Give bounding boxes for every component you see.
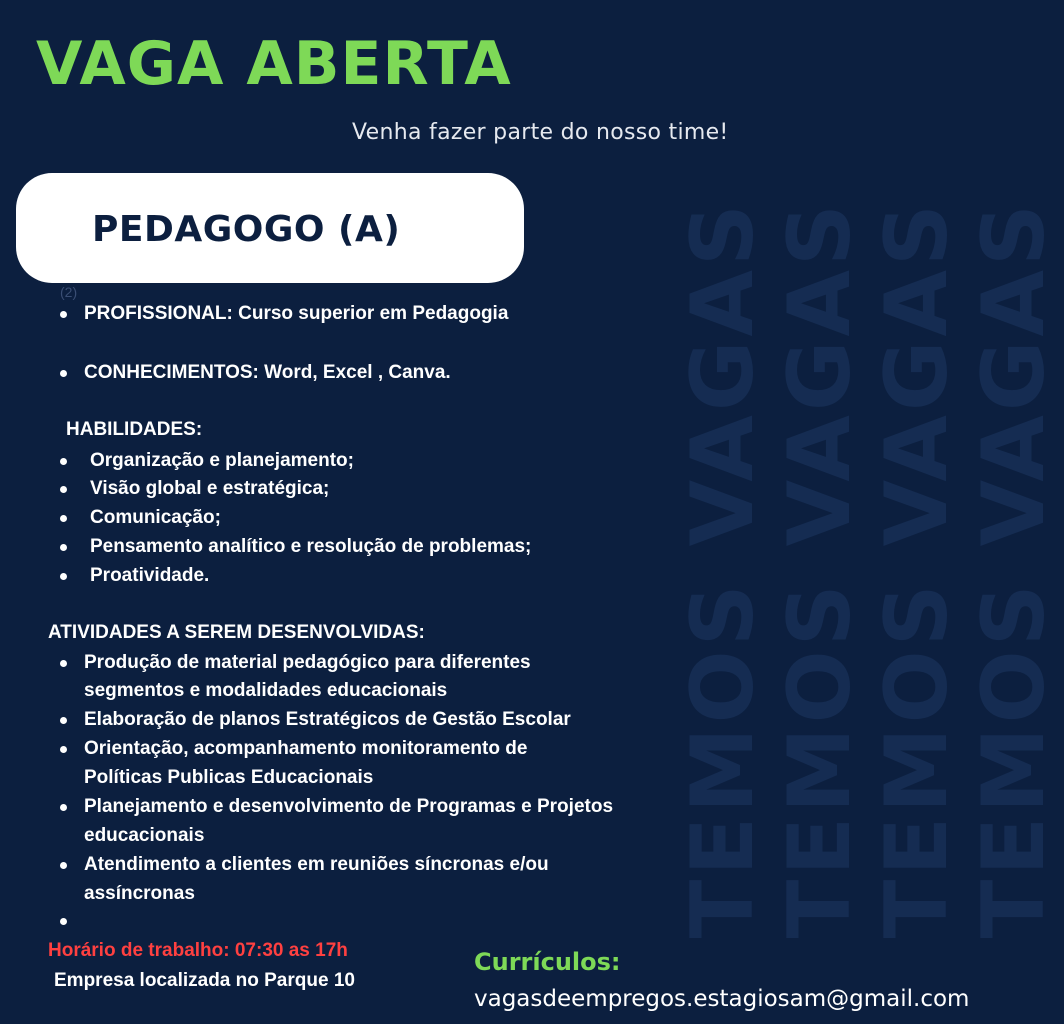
bullet-icon [60,515,67,522]
bullet-icon [60,486,67,493]
role-title: PEDAGOGO (A) [92,209,401,250]
company-location: Empresa localizada no Parque 10 [54,970,355,991]
bullet-icon [60,311,67,318]
activity-item: Orientação, acompanhamento monitoramento de [84,738,528,759]
role-card [16,173,524,283]
activity-item-continuation: educacionais [84,825,205,846]
bullet-icon [60,660,67,667]
bullet-icon [60,717,67,724]
skill-item: Comunicação; [90,507,221,528]
bullet-icon [60,573,67,580]
bullet-icon [60,862,67,869]
watermark-text: TEMOS VAGAS [964,200,1064,939]
watermark-text: TEMOS VAGAS [867,200,967,939]
skill-item: Proatividade. [90,565,210,586]
working-hours: Horário de trabalho: 07:30 as 17h [48,940,348,961]
skill-item: Organização e planejamento; [90,450,354,471]
headline: VAGA ABERTA [36,29,512,99]
subtitle: Venha fazer parte do nosso time! [352,120,729,145]
activity-item-continuation: assíncronas [84,883,195,904]
activity-item-continuation: segmentos e modalidades educacionais [84,680,448,701]
bullet-icon [60,544,67,551]
activity-item: Atendimento a clientes em reuniões síncronas e/ou [84,854,549,875]
activity-item-continuation: Políticas Publicas Educacionais [84,767,374,788]
activity-item: Planejamento e desenvolvimento de Programas e Projetos [84,796,614,817]
skill-item: Pensamento analítico e resolução de problemas; [90,536,532,557]
activity-item: Produção de material pedagógico para diferentes [84,652,531,673]
skill-item: Visão global e estratégica; [90,478,330,499]
bullet-icon [60,804,67,811]
watermark-text: TEMOS VAGAS [673,200,773,939]
skills-heading: HABILIDADES: [66,419,203,440]
bullet-icon [60,458,67,465]
requirement-professional: PROFISSIONAL: Curso superior em Pedagogia [84,303,509,324]
requirement-knowledge: CONHECIMENTOS: Word, Excel , Canva. [84,362,451,383]
bullet-icon [60,370,67,377]
bullet-icon [60,746,67,753]
bullet-icon [60,918,67,925]
activities-heading: ATIVIDADES A SEREM DESENVOLVIDAS: [48,622,425,643]
watermark-text: TEMOS VAGAS [770,200,870,939]
cv-label: Currículos: [474,948,621,976]
cv-email-link[interactable]: vagasdeempregos.estagiosam@gmail.com [474,986,970,1012]
activity-item: Elaboração de planos Estratégicos de Gestão Escolar [84,709,571,730]
small-mark: (2) [60,284,78,300]
